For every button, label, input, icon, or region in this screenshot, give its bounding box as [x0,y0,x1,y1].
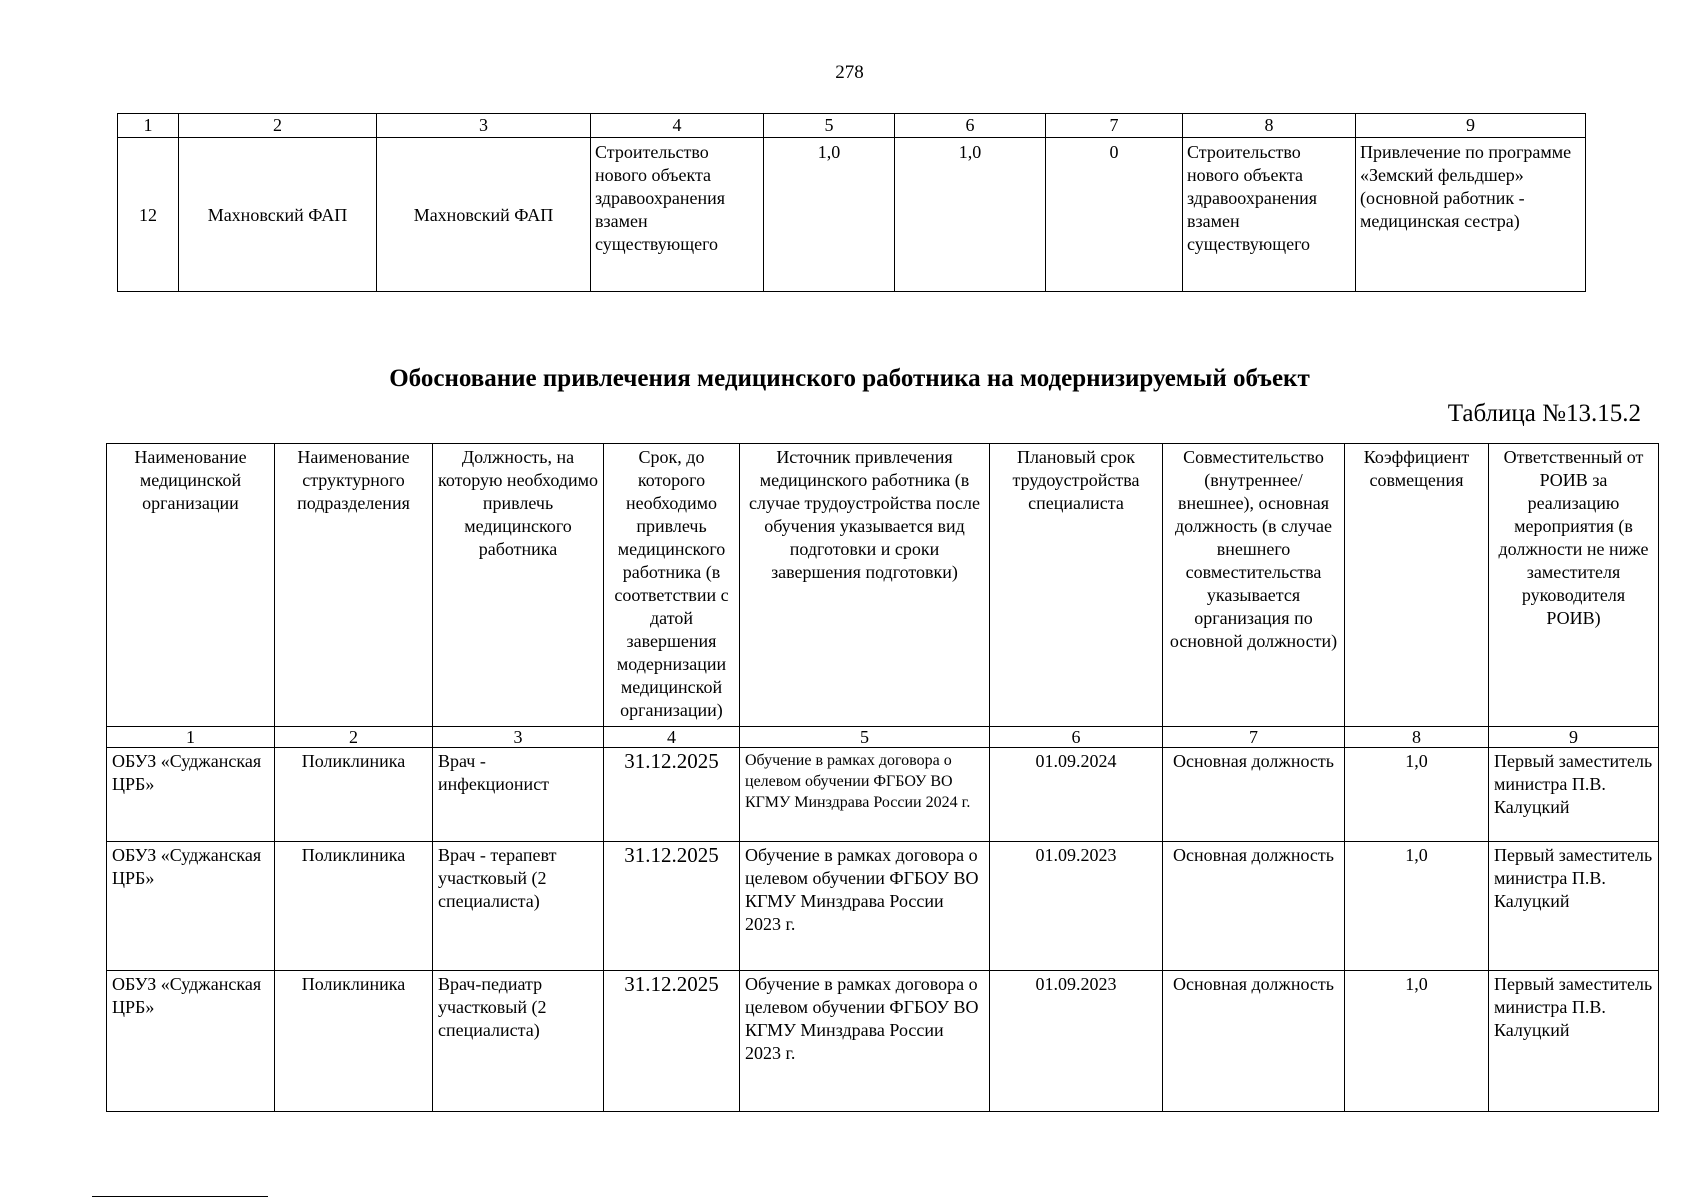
column-number: 5 [764,114,895,138]
table-row [107,971,1659,1112]
header-cell: Наименование медицинской организации [107,444,275,727]
table-label: Таблица №13.15.2 [1447,400,1641,427]
planned-date-cell: 01.09.2023 [990,971,1163,1112]
column-number: 3 [433,727,604,748]
value-cell: 1,0 [895,138,1046,292]
source-cell: Обучение в рамках договора о целевом обучении ФГБОУ ВО КГМУ Минздрава России 2024 г. [740,748,990,842]
position-cell: Врач-педиатр участковый (2 специалиста) [433,971,604,1112]
deadline-cell: 31.12.2025 [604,971,740,1112]
column-number: 8 [1183,114,1356,138]
header-cell: Ответственный от РОИВ за реализацию мероприятия (в должности не ниже заместителя руководителя РОИВ) [1489,444,1659,727]
column-number: 9 [1356,114,1586,138]
combination-cell: Основная должность [1163,748,1345,842]
table-row [107,748,1659,842]
column-numbers-row [107,727,1659,748]
table-header-row [107,444,1659,727]
column-number: 1 [107,727,275,748]
responsible-cell: Первый заместитель министра П.В. Калуцкий [1489,748,1659,842]
position-cell: Врач - инфекционист [433,748,604,842]
coefficient-cell: 1,0 [1345,748,1489,842]
column-number: 9 [1489,727,1659,748]
column-number: 4 [591,114,764,138]
header-cell: Должность, на которую необходимо привлечь медицинского работника [433,444,604,727]
header-cell: Коэффициент совмещения [1345,444,1489,727]
responsible-cell: Первый заместитель министра П.В. Калуцкий [1489,971,1659,1112]
column-number: 6 [990,727,1163,748]
combination-cell: Основная должность [1163,842,1345,971]
responsible-cell: Первый заместитель министра П.В. Калуцкий [1489,842,1659,971]
source-cell: Обучение в рамках договора о целевом обучении ФГБОУ ВО КГМУ Минздрава России 2023 г. [740,842,990,971]
planned-date-cell: 01.09.2023 [990,842,1163,971]
value-cell: 0 [1046,138,1183,292]
division-cell: Поликлиника [275,971,433,1112]
header-cell: Срок, до которого необходимо привлечь медицинского работника (в соответствии с датой завершения модернизации медицинской организации) [604,444,740,727]
header-cell: Совместительство (внутреннее/внешнее), основная должность (в случае внешнего совместительства указывается организация по основной должности) [1163,444,1345,727]
table-row [107,842,1659,971]
organization-name: Махновский ФАП [179,138,377,292]
coefficient-cell: 1,0 [1345,842,1489,971]
table-row [118,138,1586,292]
coefficient-cell: 1,0 [1345,971,1489,1112]
staffing-cell: Привлечение по программе «Земский фельдшер» (основной работник - медицинская сестра) [1356,138,1586,292]
measure-cell: Строительство нового объекта здравоохранения взамен существующего [1183,138,1356,292]
measure-cell: Строительство нового объекта здравоохранения взамен существующего [591,138,764,292]
header-cell: Плановый срок трудоустройства специалиста [990,444,1163,727]
combination-cell: Основная должность [1163,971,1345,1112]
planned-date-cell: 01.09.2024 [990,748,1163,842]
section-title: Обоснование привлечения медицинского работника на модернизируемый объект [389,365,1310,392]
column-number: 4 [604,727,740,748]
organization-cell: ОБУЗ «Суджанская ЦРБ» [107,971,275,1112]
column-number: 6 [895,114,1046,138]
header-cell: Источник привлечения медицинского работника (в случае трудоустройства после обучения указывается вид подготовки и сроки завершения подготовки) [740,444,990,727]
row-number: 12 [118,138,179,292]
value-cell: 1,0 [764,138,895,292]
column-number: 3 [377,114,591,138]
position-cell: Врач - терапевт участковый (2 специалиста) [433,842,604,971]
column-number: 8 [1345,727,1489,748]
organization-cell: ОБУЗ «Суджанская ЦРБ» [107,748,275,842]
column-number: 7 [1046,114,1183,138]
column-number: 2 [275,727,433,748]
footnote-divider [92,1196,268,1197]
column-number: 7 [1163,727,1345,748]
source-cell: Обучение в рамках договора о целевом обучении ФГБОУ ВО КГМУ Минздрава России 2023 г. [740,971,990,1112]
organization-cell: ОБУЗ «Суджанская ЦРБ» [107,842,275,971]
division-cell: Поликлиника [275,748,433,842]
division-name: Махновский ФАП [377,138,591,292]
page-number: 278 [835,62,864,83]
deadline-cell: 31.12.2025 [604,842,740,971]
column-number: 5 [740,727,990,748]
division-cell: Поликлиника [275,842,433,971]
staffing-table [106,443,1659,1112]
deadline-cell: 31.12.2025 [604,748,740,842]
header-cell: Наименование структурного подразделения [275,444,433,727]
column-number: 1 [118,114,179,138]
column-number: 2 [179,114,377,138]
fap-table [117,113,1586,292]
table-header-row [118,114,1586,138]
